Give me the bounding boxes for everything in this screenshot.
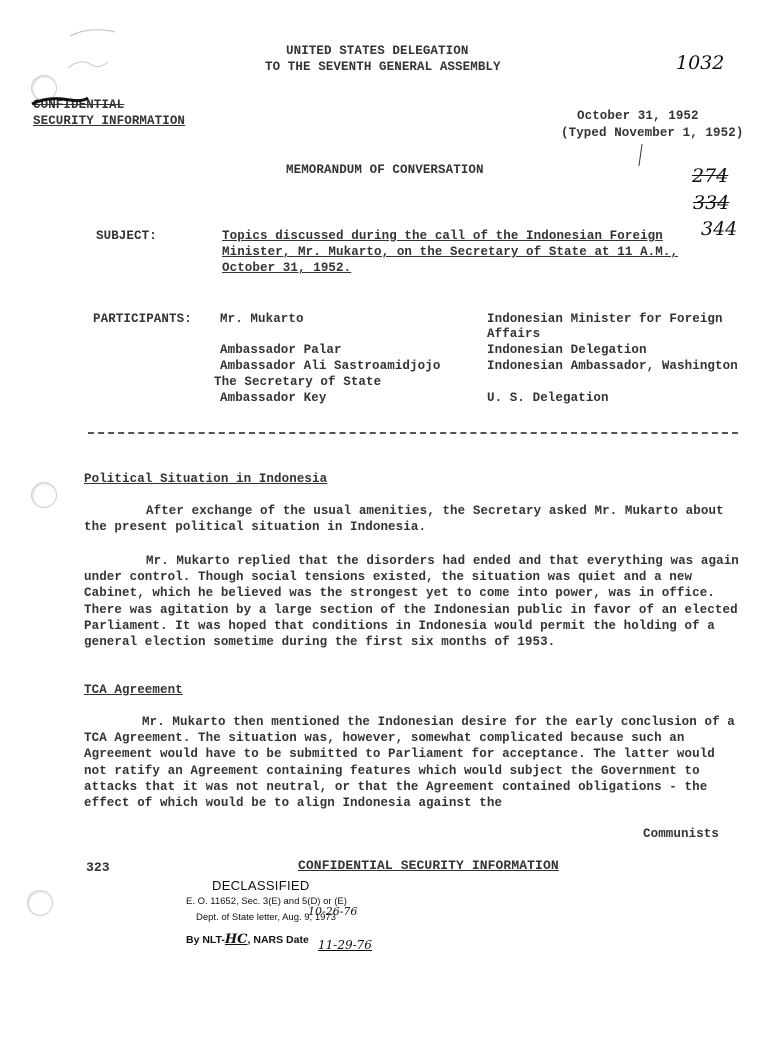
- participant-name: Ambassador Ali Sastroamidjojo: [220, 359, 441, 373]
- separator-rule: [88, 432, 738, 434]
- file-number-2: 334: [693, 192, 730, 214]
- declassified-line-2: Dept. of State letter, Aug. 9, 1973: [196, 912, 336, 923]
- subject-line-2: Minister, Mr. Mukarto, on the Secretary of State at 11 A.M.,: [222, 245, 679, 259]
- declassified-line-3: [186, 932, 309, 947]
- typed-date: (Typed November 1, 1952): [561, 126, 744, 140]
- handwritten-date-1: 10-26-76: [308, 905, 358, 918]
- memo-date: October 31, 1952: [577, 109, 699, 123]
- delegation-line-2: TO THE SEVENTH GENERAL ASSEMBLY: [265, 60, 501, 74]
- section-heading-tca: TCA Agreement: [84, 683, 183, 697]
- subject-line-1: Topics discussed during the call of the Indonesian Foreign: [222, 229, 663, 243]
- handwritten-page-number: 1032: [676, 52, 725, 74]
- participant-role: Affairs: [487, 327, 541, 341]
- punch-hole: [31, 482, 57, 508]
- page-number: 323: [86, 860, 110, 875]
- section-heading-political: Political Situation in Indonesia: [84, 472, 328, 486]
- pencil-mark: [638, 144, 642, 166]
- paragraph: Mr. Mukarto then mentioned the Indonesian desire for the early conclusion of a TCA Agreement. The situation was, however, somewhat complicated because such an Agreement would have to be submitted to Parliament for acceptance. The latter would not ratify an Agreement containing features which would subject the Government to attacks that it was not neutral, or that the Agreement contained obligations - the effect of which would be to align Indonesia against the: [84, 715, 735, 811]
- continuation-word: Communists: [643, 827, 720, 841]
- handwritten-date-2: 11-29-76: [318, 938, 372, 952]
- paragraph: Mr. Mukarto replied that the disorders had ended and that everything was again under control. Though social tensions existed, the situation was quiet and a new Cabinet, which he believed was the strongest yet to come into power, was in office. There was agitation by a large section of the Indonesian public in favor of an elected Parliament. It was hoped that conditions in Indonesia would permit the holding of a general election sometime during the first six months of 1953.: [84, 554, 739, 650]
- participant-name: Mr. Mukarto: [220, 312, 304, 326]
- paragraph: After exchange of the usual amenities, the Secretary asked Mr. Mukarto about the present political situation in Indonesia.: [84, 504, 724, 535]
- declassified-line-1: E. O. 11652, Sec. 3(E) and 5(D) or (E): [186, 896, 347, 907]
- subject-label: SUBJECT:: [96, 229, 157, 243]
- subject-line-3: October 31, 1952.: [222, 261, 352, 275]
- classification-line-2: SECURITY INFORMATION: [33, 114, 186, 128]
- participant-role: Indonesian Delegation: [487, 343, 647, 357]
- faint-scribble: [60, 18, 150, 78]
- nars-date-label: , NARS Date: [247, 934, 309, 946]
- classification-strike-mark: [30, 94, 90, 110]
- file-number-3: 344: [701, 218, 738, 240]
- file-number-1: 274: [692, 165, 729, 187]
- punch-hole: [27, 890, 53, 916]
- delegation-line-1: UNITED STATES DELEGATION: [286, 44, 469, 58]
- participant-role: Indonesian Ambassador, Washington: [487, 359, 738, 373]
- participant-name: Ambassador Palar: [220, 343, 342, 357]
- participant-role: U. S. Delegation: [487, 391, 609, 405]
- participant-name: Ambassador Key: [220, 391, 327, 405]
- participant-name: The Secretary of State: [214, 375, 382, 389]
- participant-role: Indonesian Minister for Foreign: [487, 312, 723, 326]
- declassified-title: DECLASSIFIED: [212, 878, 310, 893]
- handwritten-initials: HC: [224, 932, 248, 947]
- footer-classification: CONFIDENTIAL SECURITY INFORMATION: [298, 858, 559, 873]
- classification-confidential-struck: CONFIDENTIAL: [33, 98, 125, 112]
- nlt-prefix: By NLT-: [186, 934, 225, 946]
- participants-label: PARTICIPANTS:: [93, 312, 192, 326]
- memo-title: MEMORANDUM OF CONVERSATION: [286, 163, 484, 177]
